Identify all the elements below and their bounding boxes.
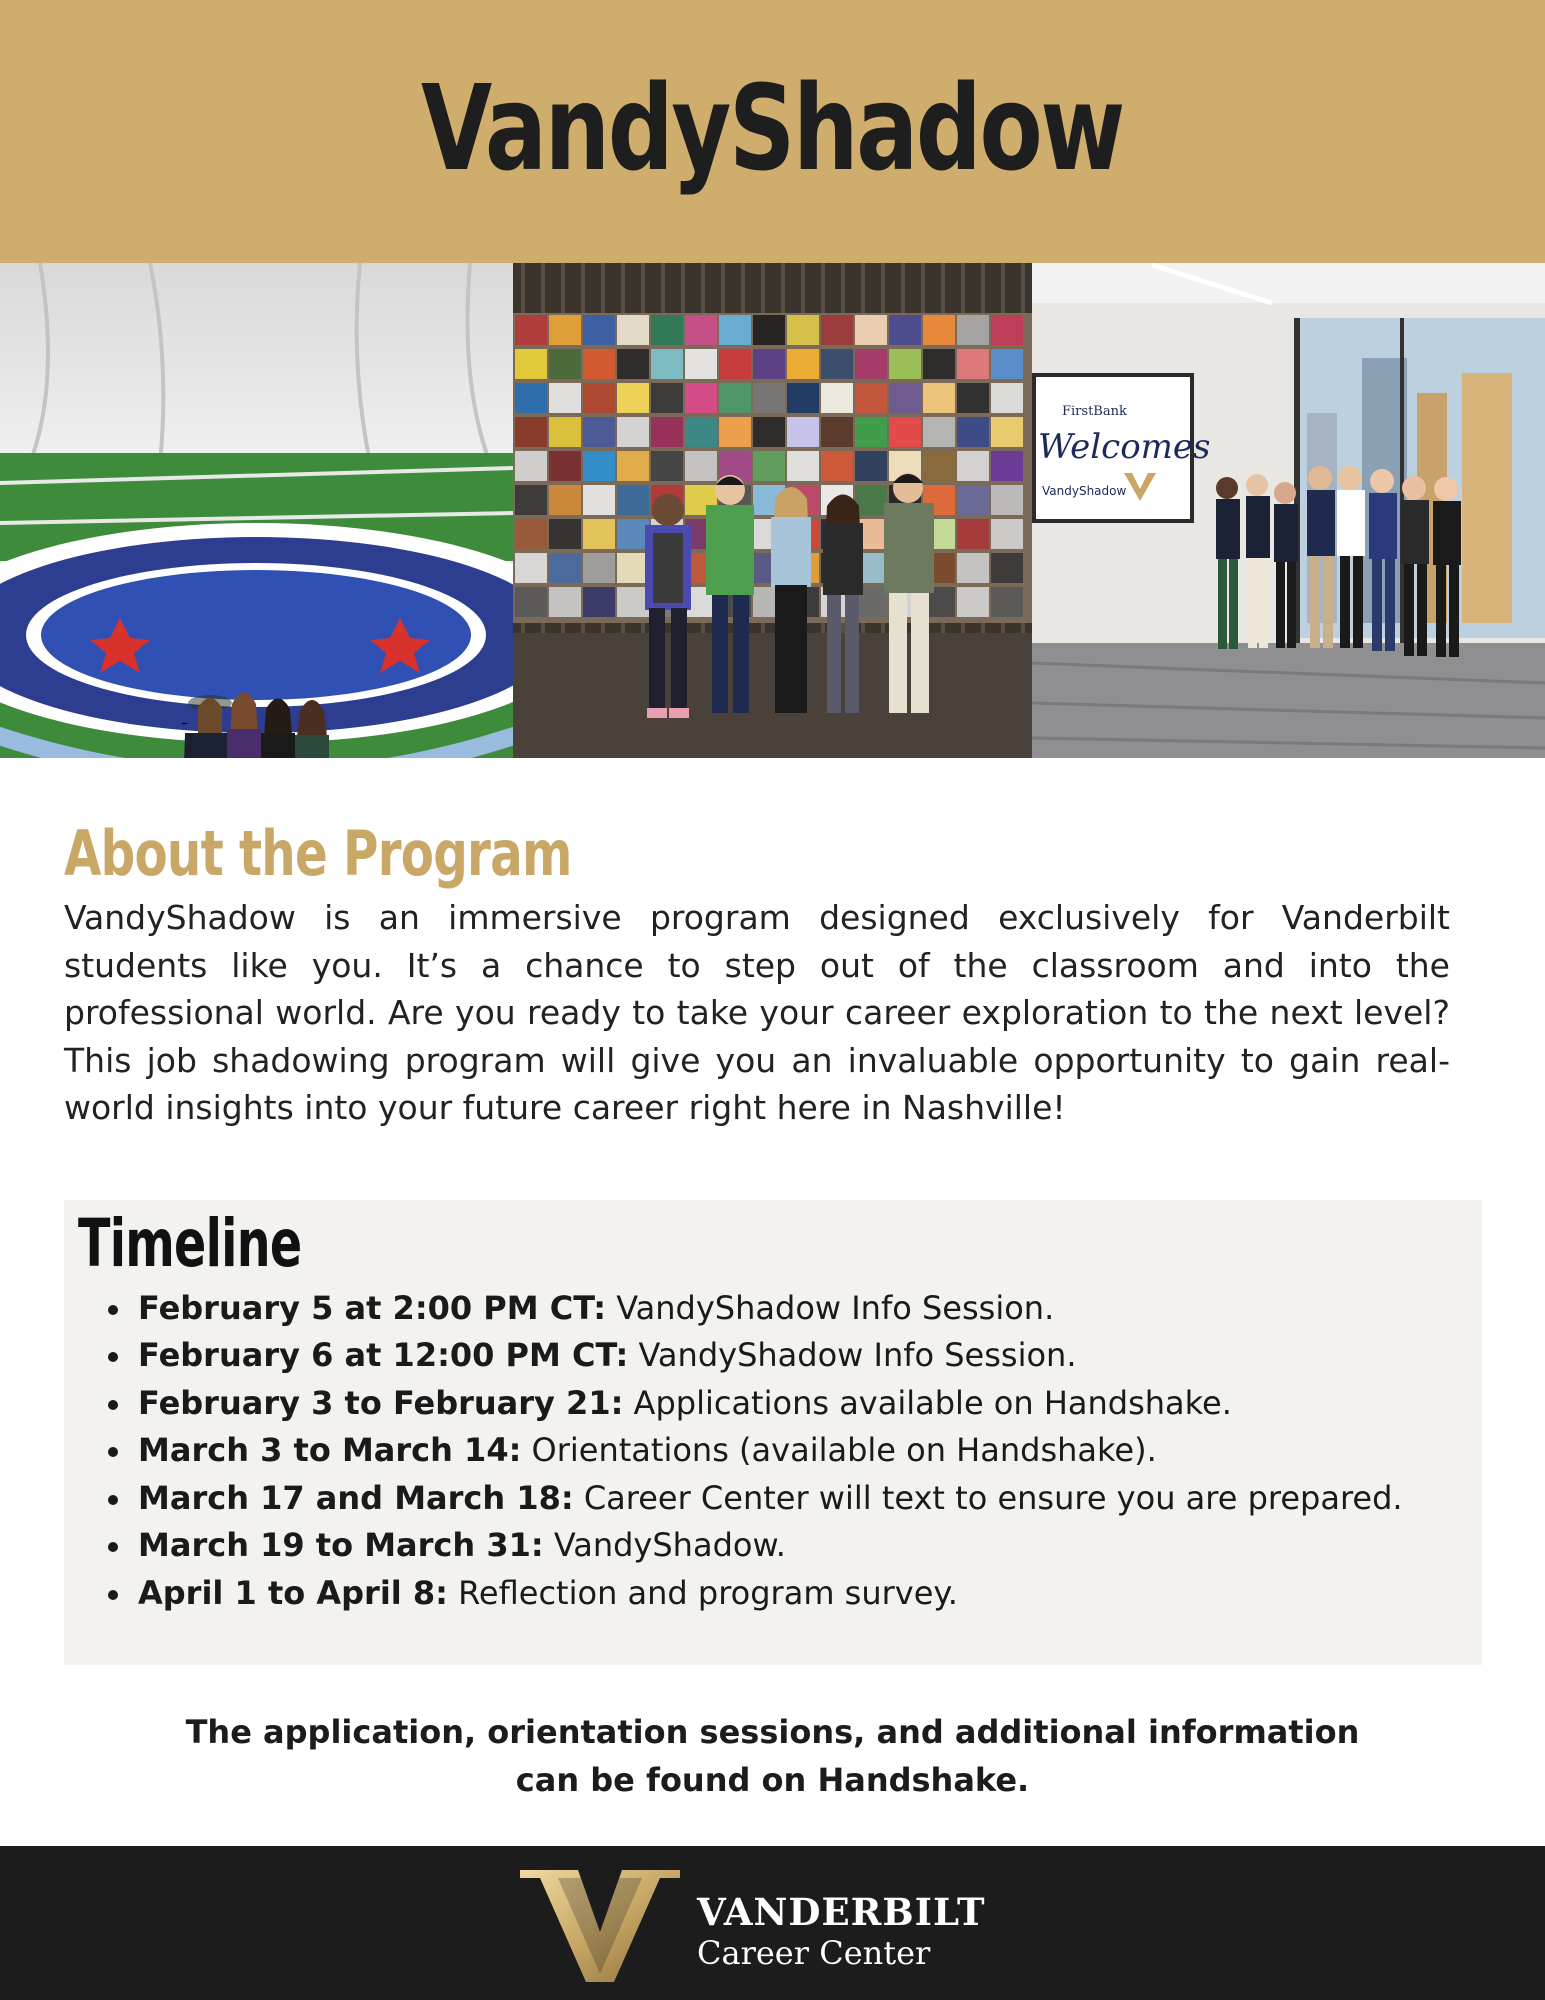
timeline-list — [78, 1285, 1482, 1618]
logo-line-1: VANDERBILT — [697, 1890, 986, 1934]
timeline-text: VandyShadow Info Session. — [628, 1336, 1077, 1375]
timeline-text: Applications available on Handshake. — [623, 1383, 1232, 1422]
about-body: VandyShadow is an immersive program designed exclusively for Vanderbilt students like you. It’s a chance to step out of the classroom and into the professional world. Are you ready to take your career exploration to the next level? This job shadowing program will give you an invaluable opportunity to gain real-world insights into your future career right here in Nashville! — [64, 898, 1450, 1128]
timeline-text: Career Center will text to ensure you are prepared. — [573, 1478, 1403, 1517]
timeline-box — [64, 1200, 1482, 1665]
timeline-item — [138, 1427, 1482, 1475]
header-banner — [0, 0, 1545, 263]
timeline-date: February 6 at 12:00 PM CT: — [138, 1336, 629, 1375]
timeline-text: Orientations (available on Handshake). — [521, 1431, 1157, 1470]
svg-text:VandyShadow: VandyShadow — [1042, 484, 1127, 498]
about-section — [64, 817, 1450, 1132]
firstbank-welcome-photo — [1032, 263, 1545, 758]
timeline-date: April 1 to April 8: — [138, 1573, 448, 1612]
vanderbilt-v-logo-icon — [520, 1870, 680, 1982]
timeline-item — [138, 1285, 1482, 1333]
about-heading: About the Program — [64, 817, 572, 890]
record-wall-group-photo — [513, 263, 1032, 758]
screen-welcome-text: Welcomes — [1038, 427, 1211, 467]
screen-brand-text: FirstBank — [1062, 404, 1127, 419]
photo-strip — [0, 263, 1545, 758]
stadium-group-photo — [0, 263, 513, 758]
note-line-2: can be found on Handshake. — [515, 1761, 1030, 1799]
timeline-date: March 19 to March 31: — [138, 1526, 544, 1565]
timeline-item — [138, 1332, 1482, 1380]
timeline-text: VandyShadow. — [543, 1526, 786, 1565]
page-title: VandyShadow — [421, 58, 1124, 197]
timeline-heading: Timeline — [78, 1205, 302, 1282]
logo-line-2: Career Center — [697, 1934, 931, 1972]
handshake-note — [0, 1708, 1545, 1804]
timeline-date: March 17 and March 18: — [138, 1478, 574, 1517]
timeline-item — [138, 1570, 1482, 1618]
timeline-text: Reflection and program survey. — [447, 1573, 958, 1612]
timeline-item — [138, 1522, 1482, 1570]
footer-bar — [0, 1846, 1545, 2000]
timeline-text: VandyShadow Info Session. — [606, 1288, 1055, 1327]
timeline-date: March 3 to March 14: — [138, 1431, 522, 1470]
timeline-date: February 5 at 2:00 PM CT: — [138, 1288, 607, 1327]
timeline-item — [138, 1380, 1482, 1428]
footer-logo-text — [697, 1890, 986, 1972]
note-line-1: The application, orientation sessions, and additional information — [185, 1713, 1360, 1751]
timeline-date: February 3 to February 21: — [138, 1383, 624, 1422]
timeline-item — [138, 1475, 1482, 1523]
